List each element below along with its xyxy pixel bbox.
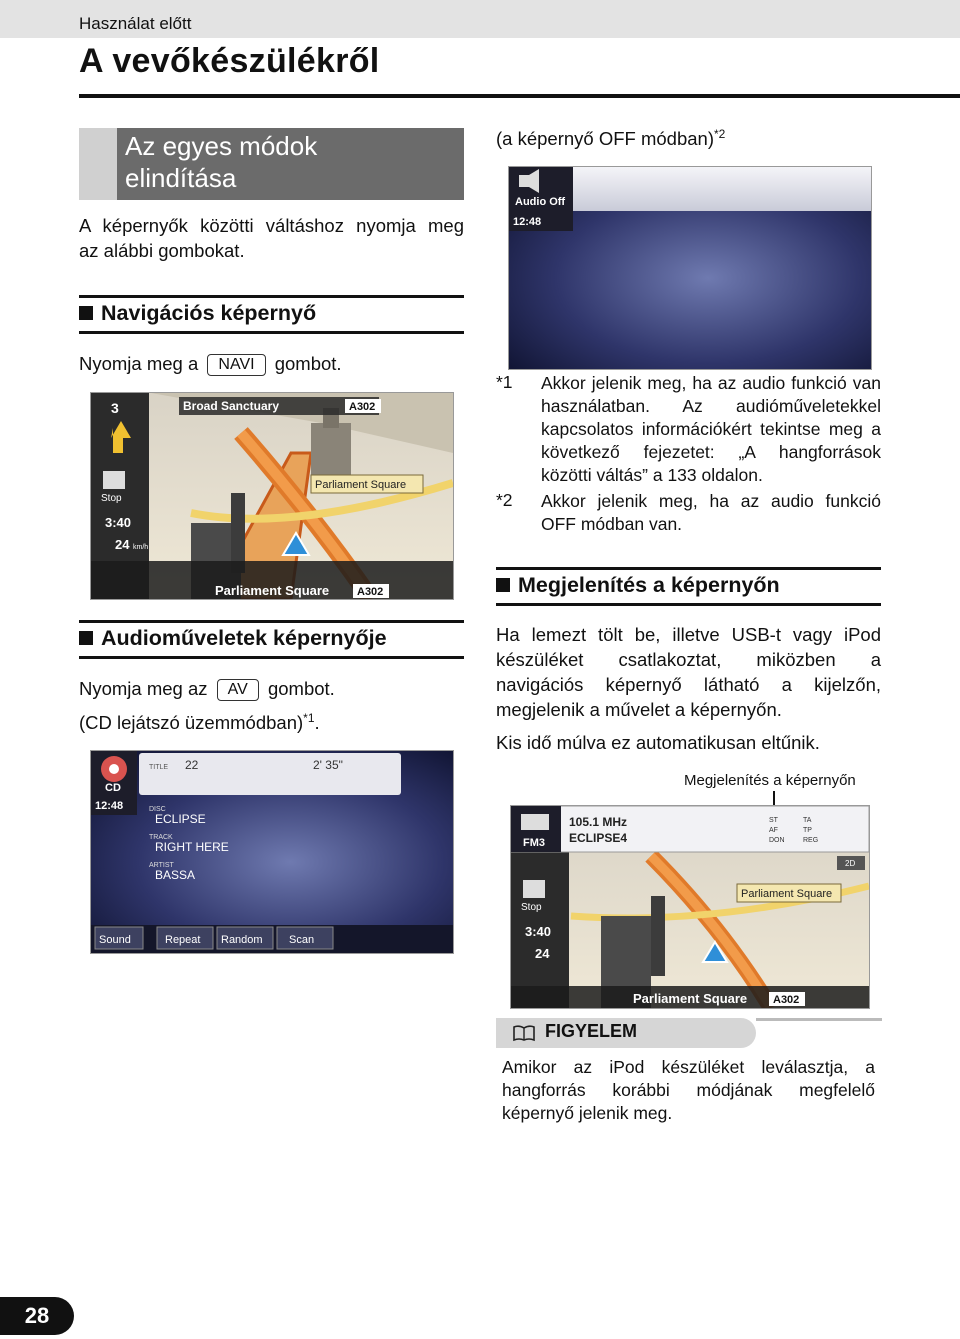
footnote-2-line: OFF módban van. bbox=[541, 514, 683, 534]
display-paragraph-line: navigációs képernyő látható a kijelzőn, bbox=[496, 674, 881, 695]
footnote-2-mark: *2 bbox=[496, 490, 513, 510]
nav-distance-top: 3 bbox=[111, 400, 119, 416]
cd-disc: ECLIPSE bbox=[155, 812, 206, 826]
nav-time: 3:40 bbox=[105, 515, 132, 530]
fm-flag-st: ST bbox=[769, 817, 778, 824]
cd-mode-note bbox=[79, 706, 320, 735]
fm-flag-don: DON bbox=[769, 837, 785, 844]
callout-label: Megjelenítés a képernyőn bbox=[684, 772, 856, 789]
cd-artist: BASSA bbox=[155, 868, 196, 882]
cd-source-label: CD bbox=[105, 782, 121, 794]
audio-off-clock: 12:48 bbox=[513, 216, 542, 228]
page-number: 28 bbox=[0, 1297, 74, 1335]
cd-disc-label: DISC bbox=[149, 806, 166, 813]
bullet-square-icon bbox=[496, 578, 510, 592]
footnote-1 bbox=[541, 372, 881, 487]
cd-mode-text: (CD lejátszó üzemmódban) bbox=[79, 712, 304, 734]
cd-clock: 12:48 bbox=[95, 800, 124, 812]
display-heading-text: Megjelenítés a képernyőn bbox=[518, 572, 780, 597]
off-caption-sup: *2 bbox=[713, 127, 726, 141]
nav-heading-text: Navigációs képernyő bbox=[101, 300, 317, 325]
intro-line1: A képernyők közötti váltáshoz nyomja meg bbox=[79, 215, 464, 236]
cd-repeat-button[interactable]: Repeat bbox=[165, 934, 201, 946]
nav-road-badge: A302 bbox=[349, 401, 376, 413]
fm-poi-label: Parliament Square bbox=[741, 888, 833, 900]
note-rule bbox=[756, 1018, 882, 1021]
section-title-line2: elindítása bbox=[125, 163, 237, 193]
fm-source-label: FM3 bbox=[523, 837, 545, 849]
bullet-square-icon bbox=[79, 306, 93, 320]
note-line: hangforrás korábbi módjának megfelelő bbox=[502, 1080, 875, 1100]
footnote-1-line: következő fejezetet: „A hangforrások bbox=[541, 442, 881, 462]
footnote-1-line: kapcsolatos információkért tekintse meg a bbox=[541, 419, 881, 439]
footnote-2 bbox=[541, 490, 881, 536]
navi-key: NAVI bbox=[207, 354, 265, 376]
nav-poi-label: Parliament Square bbox=[315, 479, 407, 491]
off-caption-text: (a képernyő OFF módban) bbox=[496, 128, 714, 150]
nav-dist: 24 bbox=[115, 537, 130, 552]
cd-track-number: 22 bbox=[185, 758, 199, 772]
audio-heading-text: Audioműveletek képernyője bbox=[101, 625, 387, 650]
page-title: A vevőkészülékről bbox=[79, 42, 380, 80]
nav-heading-bottom-rule bbox=[79, 331, 464, 334]
audio-off-screen-image bbox=[508, 166, 872, 370]
section-title-box bbox=[79, 128, 464, 200]
display-heading-bottom-rule bbox=[496, 603, 881, 606]
cd-scan-button[interactable]: Scan bbox=[289, 934, 315, 946]
nav-bottom-street: Parliament Square bbox=[215, 583, 330, 598]
display-heading-top-rule bbox=[496, 567, 881, 570]
audio-instruction-after: gombot. bbox=[267, 678, 335, 699]
nav-dist-unit: km/h bbox=[133, 544, 149, 551]
off-caption bbox=[496, 122, 725, 151]
cd-mode-end: . bbox=[314, 712, 320, 734]
display-paragraph-line: készüléket csatlakoztat, miközben a bbox=[496, 649, 881, 670]
book-icon bbox=[512, 1024, 536, 1042]
note-text bbox=[502, 1056, 875, 1125]
fm-flag-reg: REG bbox=[803, 837, 819, 844]
fm-flag-af: AF bbox=[769, 827, 778, 834]
fm-map-mode[interactable]: 2D bbox=[845, 859, 856, 868]
running-head: Használat előtt bbox=[79, 14, 192, 33]
note-line: képernyő jelenik meg. bbox=[502, 1103, 673, 1123]
cd-random-button[interactable]: Random bbox=[221, 934, 263, 946]
audio-heading-top-rule bbox=[79, 620, 464, 623]
display-paragraph-line: megjelenik a művelet a képernyőn. bbox=[496, 699, 782, 720]
display-heading bbox=[496, 571, 780, 599]
fm-station: ECLIPSE4 bbox=[569, 831, 628, 845]
nav-heading-top-rule bbox=[79, 295, 464, 298]
note-line: Amikor az iPod készüléket leválasztja, a bbox=[502, 1057, 875, 1077]
audio-instruction bbox=[79, 676, 335, 701]
note-tab bbox=[496, 1018, 756, 1048]
display-paragraph-line: Ha lemezt tölt be, illetve USB-t vagy iPod bbox=[496, 624, 881, 645]
audio-off-label: Audio Off bbox=[515, 196, 566, 208]
nav-instruction-before: Nyomja meg a bbox=[79, 353, 199, 374]
cd-track: RIGHT HERE bbox=[155, 840, 229, 854]
cd-title-label: TITLE bbox=[149, 764, 169, 771]
footnote-1-mark: *1 bbox=[496, 372, 513, 392]
fm-frequency: 105.1 MHz bbox=[569, 815, 628, 829]
fm-overlay-screen-image bbox=[510, 805, 870, 1009]
footnote-2-line: Akkor jelenik meg, ha az audio funkció bbox=[541, 491, 881, 511]
fm-flag-tp: TP bbox=[803, 827, 812, 834]
fm-dist: 24 bbox=[535, 946, 550, 961]
footnote-1-line: Akkor jelenik meg, ha az audio funkció van bbox=[541, 373, 881, 393]
bullet-square-icon bbox=[79, 631, 93, 645]
nav-heading bbox=[79, 299, 316, 327]
audio-heading-bottom-rule bbox=[79, 656, 464, 659]
cd-elapsed: 2' 35" bbox=[313, 758, 343, 772]
fm-flag-ta: TA bbox=[803, 817, 812, 824]
footnote-1-line: közötti váltás” a 133 oldalon. bbox=[541, 465, 763, 485]
cd-mode-sup: *1 bbox=[303, 711, 315, 725]
nav-street-label: Broad Sanctuary bbox=[183, 399, 280, 413]
nav-stop-label: Stop bbox=[101, 493, 122, 504]
display-paragraph bbox=[496, 622, 881, 722]
fm-time: 3:40 bbox=[525, 924, 552, 939]
audio-instruction-before: Nyomja meg az bbox=[79, 678, 208, 699]
cd-artist-label: ARTIST bbox=[149, 862, 174, 869]
cd-sound-button[interactable]: Sound bbox=[99, 934, 131, 946]
nav-bottom-badge: A302 bbox=[357, 586, 384, 598]
intro-line2: az alábbi gombokat. bbox=[79, 240, 245, 261]
nav-instruction bbox=[79, 351, 342, 376]
section-title-line1: Az egyes módok bbox=[125, 131, 318, 161]
av-key: AV bbox=[217, 679, 259, 701]
cd-screen-image bbox=[90, 750, 454, 954]
fm-bottom-badge: A302 bbox=[773, 994, 800, 1006]
audio-heading bbox=[79, 624, 387, 652]
note-title: FIGYELEM bbox=[545, 1021, 638, 1041]
footnote-1-line: használatban. Az audióműveletekkel bbox=[541, 396, 881, 416]
fm-bottom-street: Parliament Square bbox=[633, 991, 748, 1006]
display-paragraph-2: Kis idő múlva ez automatikusan eltűnik. bbox=[496, 732, 820, 753]
cd-track-label: TRACK bbox=[149, 834, 173, 841]
nav-instruction-after: gombot. bbox=[274, 353, 342, 374]
title-rule bbox=[79, 94, 960, 98]
navigation-screen-image bbox=[90, 392, 454, 600]
fm-stop-label: Stop bbox=[521, 902, 542, 913]
